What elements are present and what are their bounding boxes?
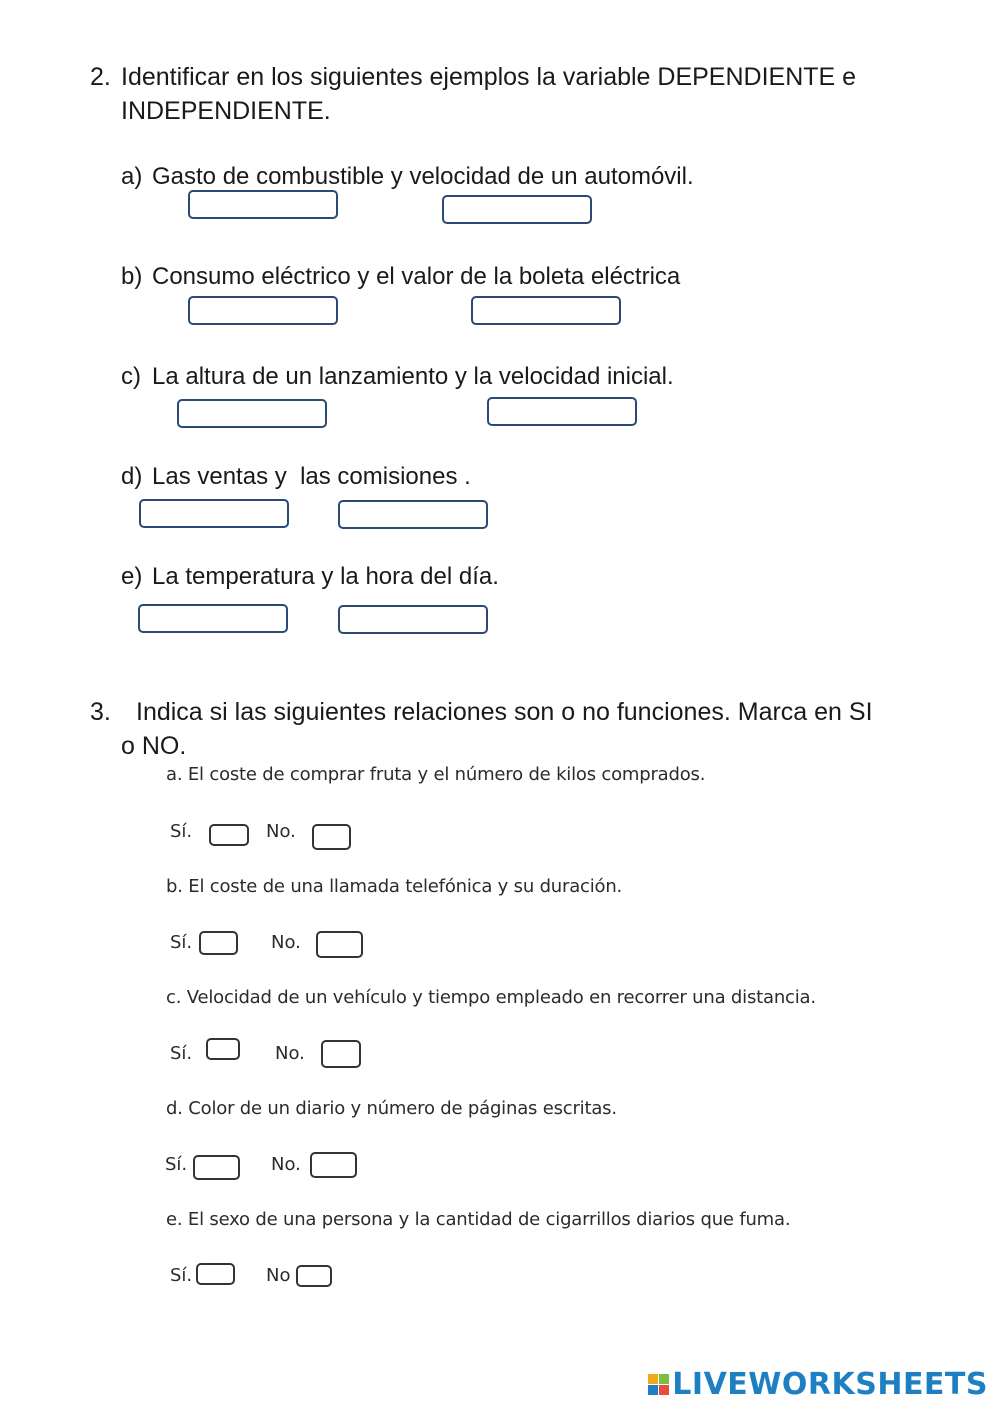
- q3-prompt-line1: Indica si las siguientes relaciones son o no funciones. Marca en SI: [136, 698, 873, 726]
- q3-c-yes-label: Sí.: [170, 1043, 193, 1064]
- q2-number: 2.: [90, 63, 111, 91]
- q3-item-a-text: a. El coste de comprar fruta y el número de kilos comprados.: [166, 764, 706, 785]
- liveworksheets-logo: [648, 1367, 988, 1402]
- q2-item-c-label: c): [121, 363, 141, 390]
- q2-prompt-line1: Identificar en los siguientes ejemplos la variable DEPENDIENTE e: [121, 63, 857, 91]
- q3-b-yes-label: Sí.: [170, 932, 193, 953]
- q3-e-no-box[interactable]: [296, 1265, 332, 1287]
- q2-item-b-text: Consumo eléctrico y el valor de la boleta eléctrica: [152, 263, 681, 290]
- q2-c-answer-box-1[interactable]: [177, 399, 327, 428]
- liveworksheets-logo-icon: [648, 1374, 669, 1395]
- q3-number: 3.: [90, 698, 111, 726]
- q3-c-no-box[interactable]: [321, 1040, 361, 1068]
- q2-item-a-label: a): [121, 163, 143, 190]
- q3-e-yes-box[interactable]: [196, 1263, 235, 1285]
- q3-d-no-label: No.: [271, 1154, 301, 1175]
- q3-a-no-label: No.: [266, 821, 296, 842]
- q2-prompt-line2: INDEPENDIENTE.: [121, 97, 331, 125]
- q2-a-answer-box-1[interactable]: [188, 190, 338, 219]
- q2-item-d-label: d): [121, 463, 143, 490]
- q2-c-answer-box-2[interactable]: [487, 397, 637, 426]
- q2-a-answer-box-2[interactable]: [442, 195, 592, 224]
- q2-item-a-text: Gasto de combustible y velocidad de un automóvil.: [152, 163, 694, 190]
- q2-item-e-label: e): [121, 563, 143, 590]
- q3-d-yes-label: Sí.: [165, 1154, 188, 1175]
- logo-text: LIVEWORKSHEETS: [672, 1367, 988, 1402]
- q3-e-yes-label: Sí.: [170, 1265, 193, 1286]
- q2-b-answer-box-2[interactable]: [471, 296, 621, 325]
- q3-b-no-label: No.: [271, 932, 301, 953]
- q3-item-c-text: c. Velocidad de un vehículo y tiempo empleado en recorrer una distancia.: [166, 987, 816, 1008]
- q3-b-no-box[interactable]: [316, 931, 363, 958]
- q3-d-no-box[interactable]: [310, 1152, 357, 1178]
- q3-d-yes-box[interactable]: [193, 1155, 240, 1180]
- q2-item-d-text: Las ventas y las comisiones .: [152, 463, 471, 490]
- q3-item-d-text: d. Color de un diario y número de páginas escritas.: [166, 1098, 617, 1119]
- q2-e-answer-box-2[interactable]: [338, 605, 488, 634]
- q2-item-e-text: La temperatura y la hora del día.: [152, 563, 499, 590]
- q3-item-e-text: e. El sexo de una persona y la cantidad de cigarrillos diarios que fuma.: [166, 1209, 791, 1230]
- q2-item-c-text: La altura de un lanzamiento y la velocidad inicial.: [152, 363, 674, 390]
- q3-c-no-label: No.: [275, 1043, 305, 1064]
- q3-b-yes-box[interactable]: [199, 931, 238, 955]
- q3-a-yes-box[interactable]: [209, 824, 249, 846]
- q2-d-answer-box-2[interactable]: [338, 500, 488, 529]
- q3-c-yes-box[interactable]: [206, 1038, 240, 1060]
- q2-item-b-label: b): [121, 263, 143, 290]
- q2-d-answer-box-1[interactable]: [139, 499, 289, 528]
- q3-prompt-line2: o NO.: [121, 732, 187, 760]
- q2-b-answer-box-1[interactable]: [188, 296, 338, 325]
- q3-item-b-text: b. El coste de una llamada telefónica y su duración.: [166, 876, 623, 897]
- q3-e-no-label: No: [266, 1265, 291, 1286]
- q3-a-no-box[interactable]: [312, 824, 351, 850]
- q3-a-yes-label: Sí.: [170, 821, 193, 842]
- q2-e-answer-box-1[interactable]: [138, 604, 288, 633]
